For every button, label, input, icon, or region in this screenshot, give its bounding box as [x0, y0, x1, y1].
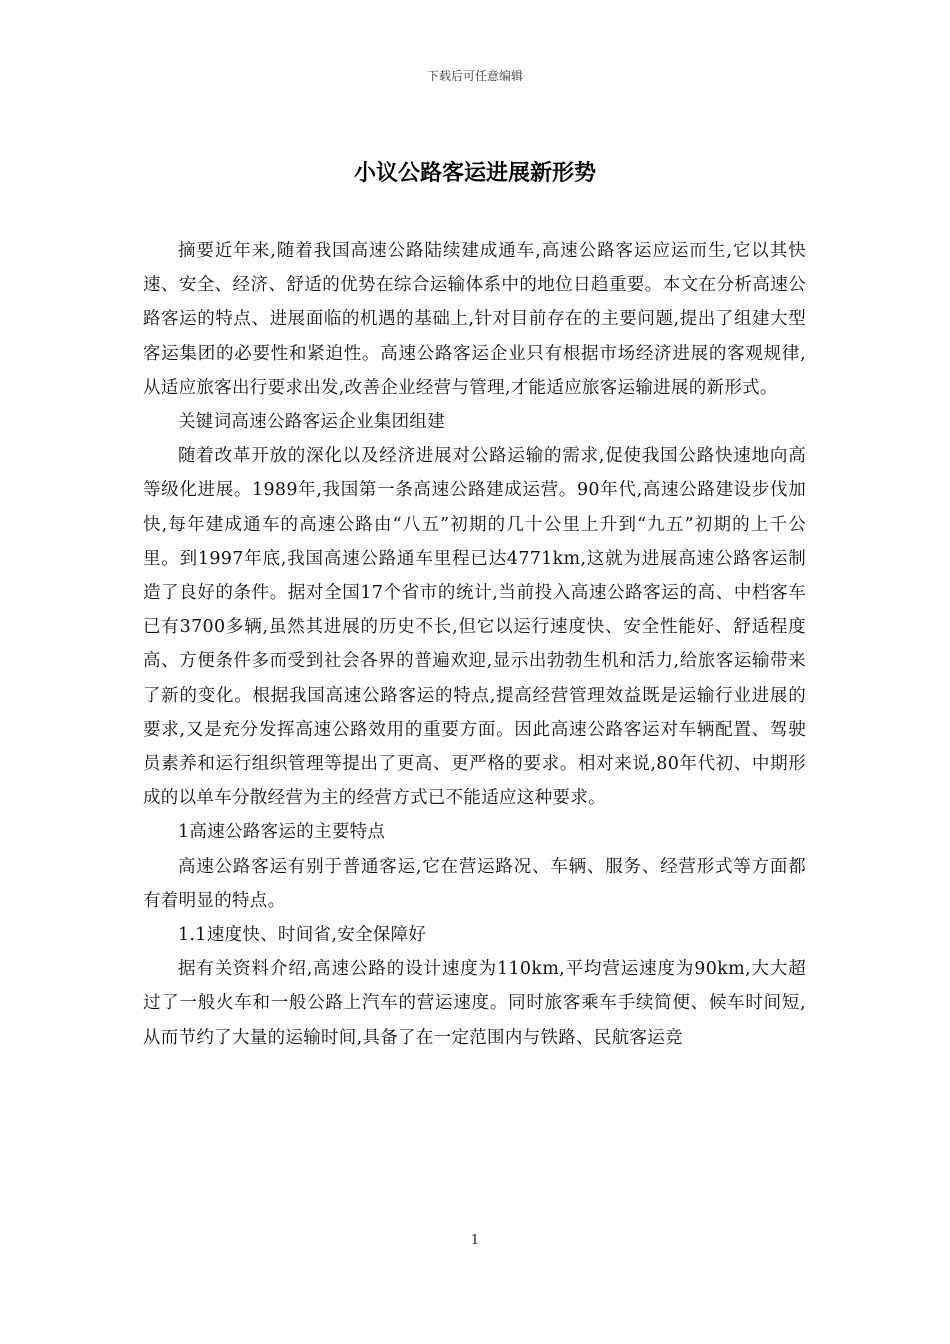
section-heading-1: 1高速公路客运的主要特点	[178, 822, 386, 843]
page-number: 1	[470, 1233, 480, 1248]
document-body	[143, 234, 806, 1055]
intro-paragraph: 随着改革开放的深化以及经济进展对公路运输的需求,促使我国公路快速地向高等级化进展。1989年,我国第一条高速公路建成运营。90年代,高速公路建设步伐加快,每年建成通车的高速公路由“八五”初期的几十公里上升到“九五”初期的上千公里。到1997年底,我国高速公路通车里程已达4771km,这就为进展高速公路客运制造了良好的条件。据对全国17个省市的统计,当前投入高速公路客运的高、中档客车已有3700多辆,虽然其进展的历史不长,但它以运行速度快、安全性能好、舒适程度高、方便条件多而受到社会各界的普遍欢迎,显示出勃勃生机和活力,给旅客运输带来了新的变化。根据我国高速公路客运的特点,提高经营管理效益既是运输行业进展的要求,又是充分发挥高速公路效用的重要方面。因此高速公路客运对车辆配置、驾驶员素养和运行组织管理等提出了更高、更严格的要求。相对来说,80年代初、中期形成的以单车分散经营为主的经营方式已不能适应这种要求。	[143, 446, 806, 809]
page-header-note: 下载后可任意编辑	[426, 69, 523, 83]
page-title: 小议公路客运进展新形势	[353, 161, 596, 186]
subsection-1-1-paragraph: 据有关资料介绍,高速公路的设计速度为110km,平均营运速度为90km,大大超过了一般火车和一般公路上汽车的营运速度。同时旅客乘车手续简便、候车时间短,从而节约了大量的运输时间,具备了在一定范围内与铁路、民航客运竞	[143, 959, 806, 1048]
abstract-paragraph: 摘要近年来,随着我国高速公路陆续建成通车,高速公路客运应运而生,它以其快速、安全、经济、舒适的优势在综合运输体系中的地位日趋重要。本文在分析高速公路客运的特点、进展面临的机遇的基础上,针对目前存在的主要问题,提出了组建大型客运集团的必要性和紧迫性。高速公路客运企业只有根据市场经济进展的客观规律,从适应旅客出行要求出发,改善企业经营与管理,才能适应旅客运输进展的新形式。	[143, 241, 806, 398]
keywords-line: 关键词高速公路客运企业集团组建	[178, 412, 445, 433]
subsection-heading-1-1: 1.1速度快、时间省,安全保障好	[178, 925, 427, 946]
section-1-paragraph: 高速公路客运有别于普通客运,它在营运路况、车辆、服务、经营形式等方面都有着明显的特点。	[143, 856, 806, 911]
